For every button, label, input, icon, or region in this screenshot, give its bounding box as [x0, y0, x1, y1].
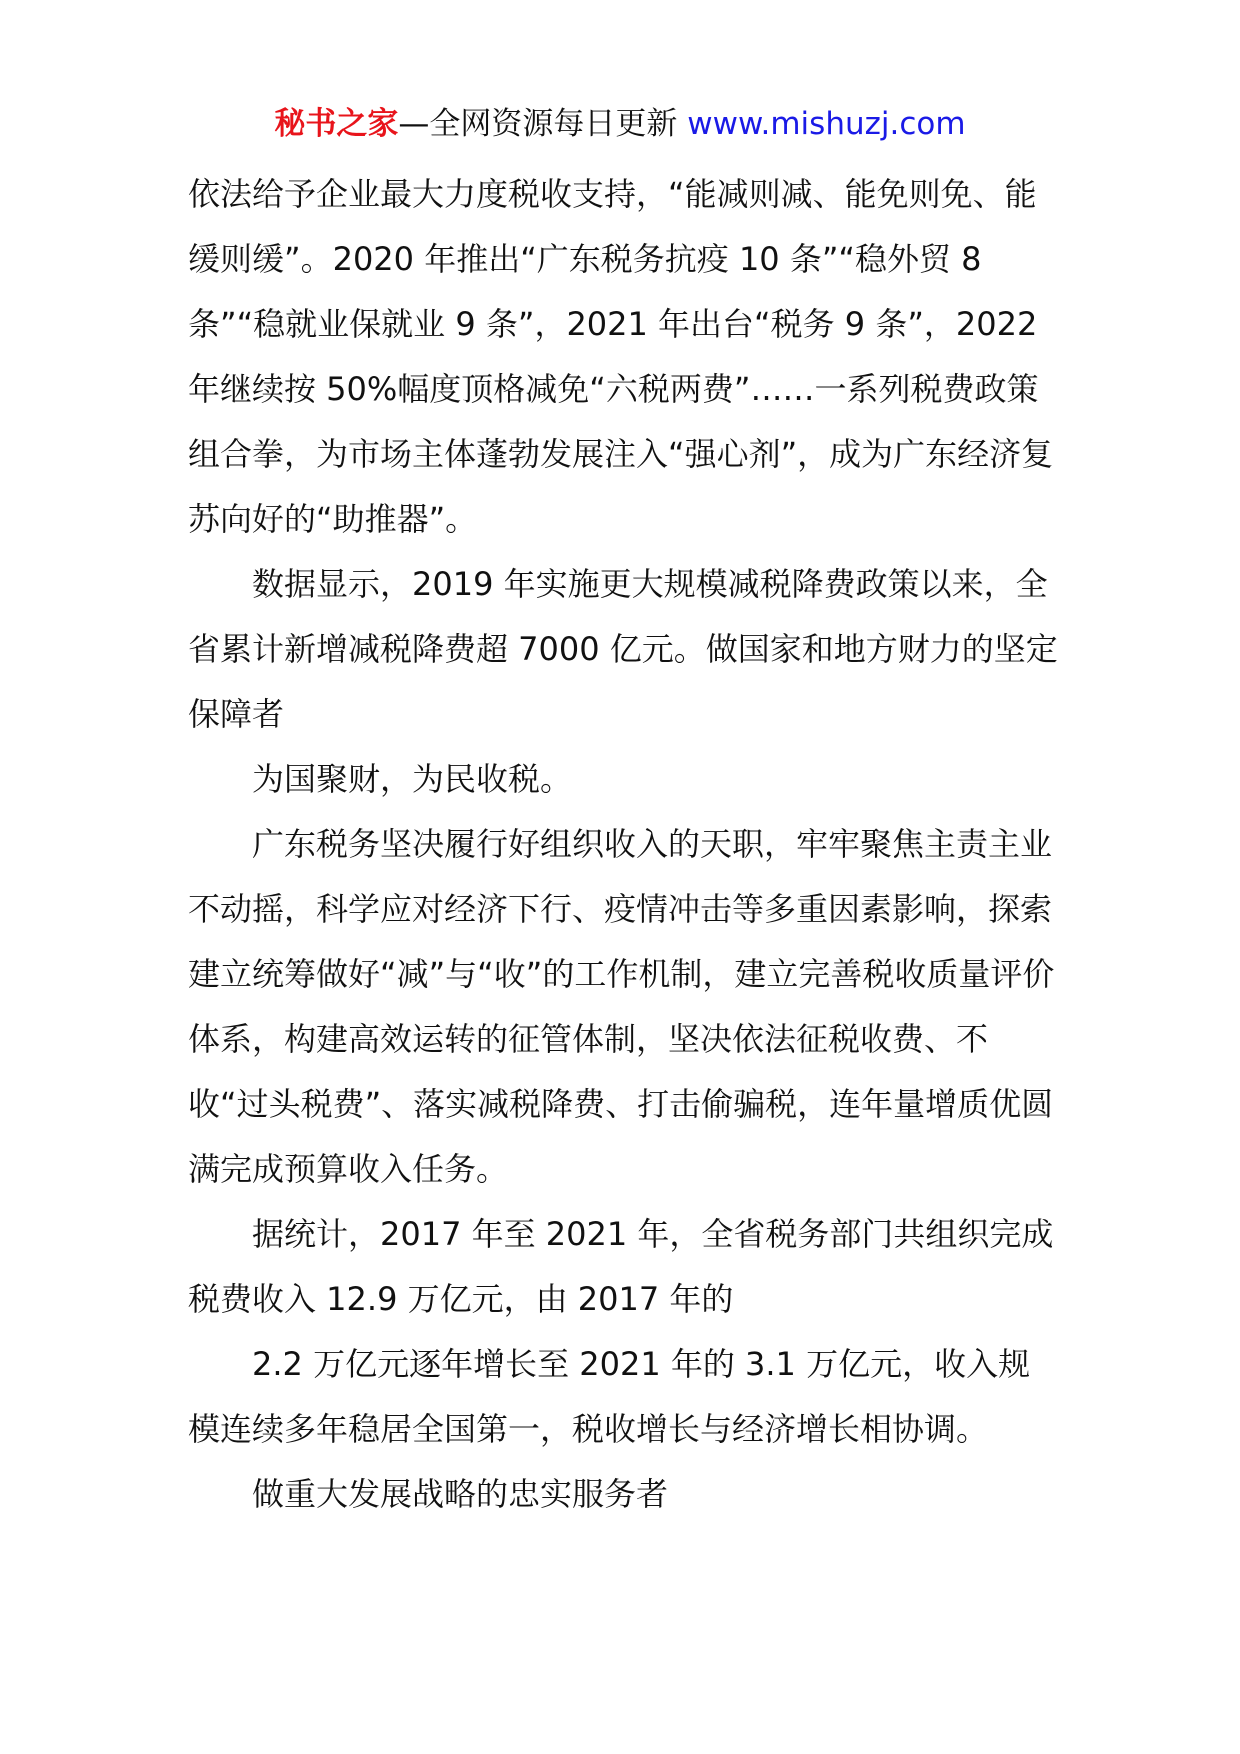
site-url-link[interactable]: www.mishuzj.com [687, 106, 966, 142]
header-tagline: —全网资源每日更新 [398, 106, 688, 142]
paragraph-statistics: 据统计，2017 年至 2021 年，全省税务部门共组织完成税费收入 12.9 万亿元，由 2017 年的 [188, 1215, 1054, 1318]
page-header [0, 102, 1240, 146]
paragraph-gather-revenue: 为国聚财，为民收税。 [252, 760, 573, 798]
section-heading-strategy-service: 做重大发展战略的忠实服务者 [252, 1475, 669, 1513]
paragraph-data-shows: 数据显示，2019 年实施更大规模减税降费政策以来，全省累计新增减税降费超 7000 亿元。做国家和地方财力的坚定保障者 [188, 565, 1058, 733]
document-body [188, 162, 1058, 1527]
paragraph-growth: 2.2 万亿元逐年增长至 2021 年的 3.1 万亿元，收入规模连续多年稳居全国第一，税收增长与经济增长相协调。 [188, 1345, 1031, 1448]
paragraph-guangdong-tax-duty: 广东税务坚决履行好组织收入的天职，牢牢聚焦主责主业不动摇，科学应对经济下行、疫情冲击等多重因素影响，探索建立统筹做好“减”与“收”的工作机制，建立完善税收质量评价体系，构建高效运转的征管体制，坚决依法征税收费、不收“过头税费”、落实减税降费、打击偷骗税，连年量增质优圆满完成预算收入任务。 [188, 825, 1055, 1188]
paragraph-tax-support: 依法给予企业最大力度税收支持，“能减则减、能免则免、能缓则缓”。2020 年推出“广东税务抗疫 10 条”“稳外贸 8 条”“稳就业保就业 9 条”，2021 年出台“税务 9 条”，2022 年继续按 50%幅度顶格减免“六税两费”……一系列税费政策组合拳，为市场主体蓬勃发展注入“强心剂”，成为广东经济复苏向好的“助推器”。 [188, 175, 1054, 538]
brand-name: 秘书之家 [274, 106, 399, 142]
